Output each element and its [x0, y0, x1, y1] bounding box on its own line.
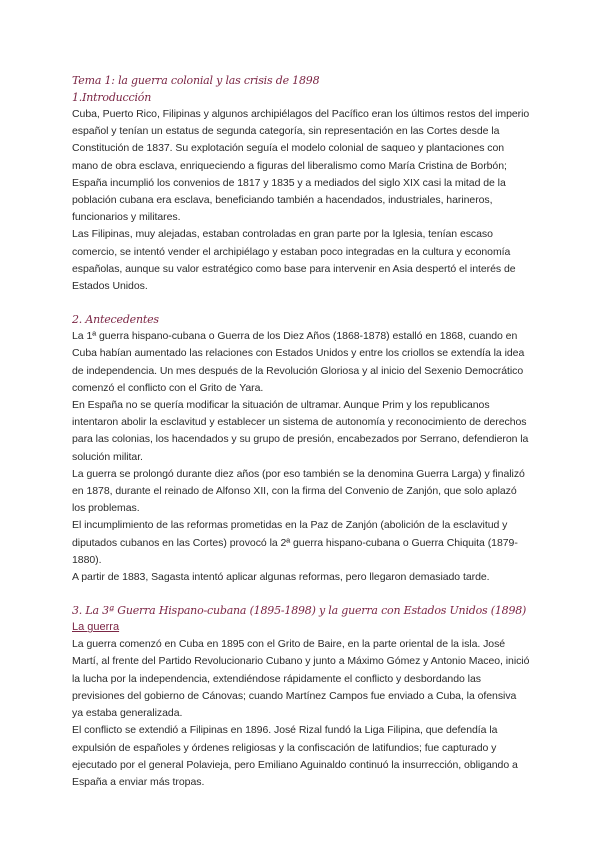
paragraph: A partir de 1883, Sagasta intentó aplicar algunas reformas, pero llegaron demasiado tarde. — [72, 571, 490, 584]
paragraph: En España no se quería modificar la situación de ultramar. Aunque Prim y los republicanos intentaron abolir la esclavitud y establecer un sistema de autonomía y reconocimiento de derechos para las colonias, los hacendados y su grupo de presión, encabezados por Serrano, defendieron la solución militar. — [72, 399, 529, 463]
paragraph: El incumplimiento de las reformas prometidas en la Paz de Zanjón (abolición de la esclavitud y diputados cubanos en las Cortes) provocó la 2ª guerra hispano-cubana o Guerra Chiquita (1879-1880). — [72, 519, 518, 566]
paragraph: La 1ª guerra hispano-cubana o Guerra de los Diez Años (1868-1878) estalló en 1868, cuando en Cuba habían aumentado las relaciones con Estados Unidos y entre los criollos se extendía la idea de independencia. Un mes después de la Revolución Gloriosa y al inicio del Sexenio Democrático comenzó el conflicto con el Grito de Yara. — [72, 330, 525, 394]
section-heading-tercera-guerra: 3. La 3ª Guerra Hispano-cubana (1895-1898) y la guerra con Estados Unidos (1898) — [72, 604, 527, 618]
paragraph: Las Filipinas, muy alejadas, estaban controladas en gran parte por la Iglesia, tenían escaso comercio, se intentó vender el archipiélago y estaban poco integradas en la cultura y economía españolas, aunque su valor estratégico como base para intervenir en Asia despertó el interés de Estados Unidos. — [72, 228, 516, 293]
section-heading-antecedentes: 2. Antecedentes — [72, 313, 159, 327]
paragraph: La guerra se prolongó durante diez años (por eso también se la denomina Guerra Larga) y finalizó en 1878, durante el reinado de Alfonso XII, con la firma del Convenio de Zanjón, que solo aplazó los problemas. — [72, 467, 525, 515]
subheading-la-guerra: La guerra — [72, 621, 120, 634]
section-heading-introduccion: 1.Introducción — [72, 91, 152, 104]
paragraph: El conflicto se extendió a Filipinas en 1896. José Rizal fundó la Liga Filipina, que defendía la expulsión de españoles y órdenes religiosas y la confiscación de latifundios; fue capturado y ejecutado por el general Polavieja, pero Emiliano Aguinaldo continuó la insurrección, obligando a España a enviar más tropas. — [72, 724, 518, 788]
document-title: Tema 1: la guerra colonial y las crisis de 1898 — [72, 74, 320, 87]
paragraph: La guerra comenzó en Cuba en 1895 con el Grito de Baire, en la parte oriental de la isla. José Martí, al frente del Partido Revolucionario Cubano y junto a Máximo Gómez y Antonio Maceo, inició la lucha por la independencia, extendiéndose rápidamente el conflicto y desbordando las previsiones del gobierno de Cánovas; cuando Martínez Campos fue enviado a Cuba, la ofensiva ya estaba generalizada. — [72, 638, 530, 720]
paragraph: Cuba, Puerto Rico, Filipinas y algunos archipiélagos del Pacífico eran los últimos restos del imperio español y tenían un estatus de segunda categoría, sin representación en las Cortes desde la Constitución de 1837. Su explotación seguía el modelo colonial de saqueo y plantaciones con mano de obra esclava, enriqueciendo a figuras del liberalismo como María Cristina de Borbón; España incumplió los convenios de 1817 y 1835 y a mediados del siglo XIX casi la mitad de la población cubana era esclava, beneficiando también a hacendados, industriales, harineros, funcionarios y militares. — [72, 108, 530, 224]
